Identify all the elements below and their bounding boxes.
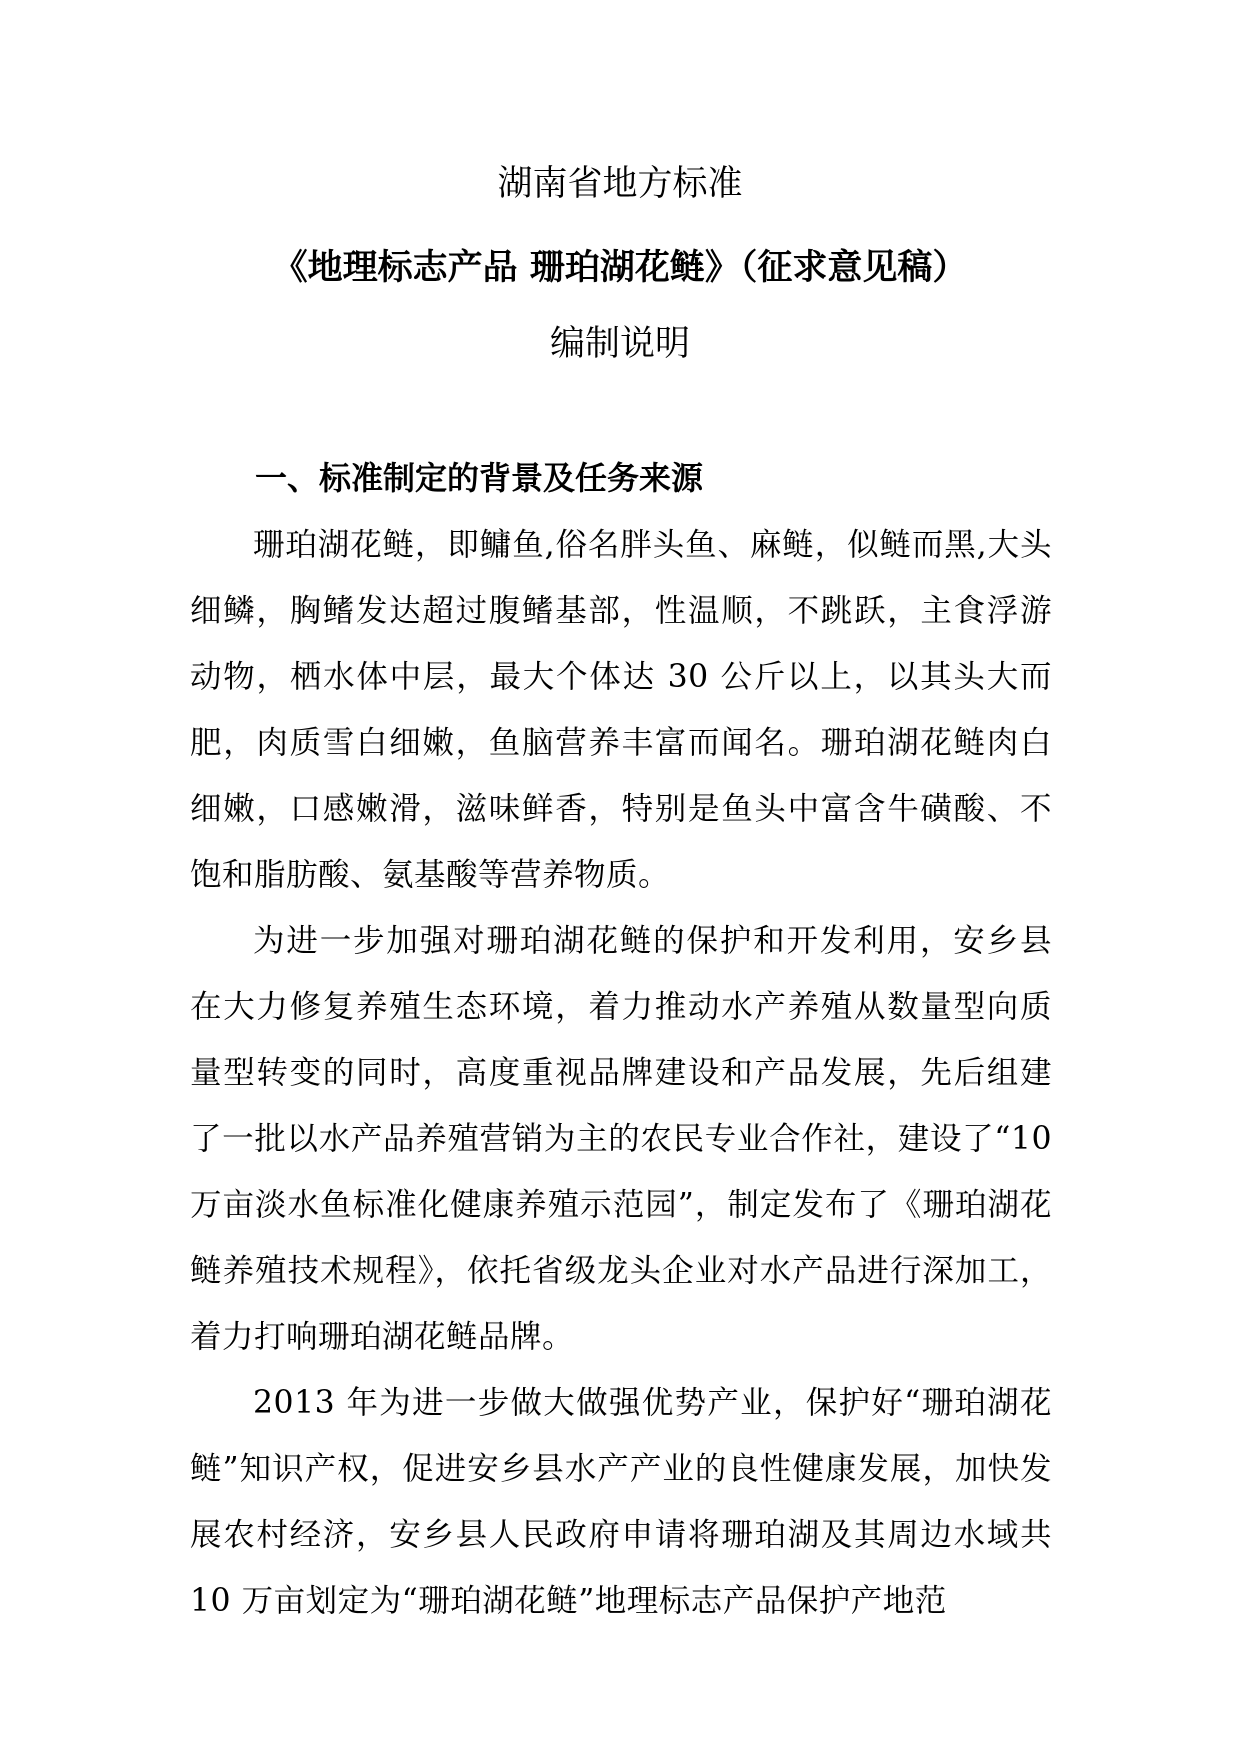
body-paragraph: 为进一步加强对珊珀湖花鲢的保护和开发利用，安乡县在大力修复养殖生态环境，着力推动水产养殖从数量型向质量型转变的同时，高度重视品牌建设和产品发展，先后组建了一批以水产品养殖营销为主的农民专业合作社，建设了“10 万亩淡水鱼标准化健康养殖示范园”，制定发布了《珊珀湖花鲢养殖技术规程》，依托省级龙头企业对水产品进行深加工，着力打响珊珀湖花鲢品牌。 — [190, 923, 1052, 1355]
document-title-line1: 湖南省地方标准 — [497, 164, 743, 204]
document-title-line2: 《地理标志产品 珊珀湖花鲢》（征求意见稿） — [272, 247, 968, 288]
document-title-line3: 编制说明 — [549, 324, 690, 364]
body-paragraph: 2013 年为进一步做大做强优势产业，保护好“珊珀湖花鲢”知识产权，促进安乡县水产产业的良性健康发展，加快发展农村经济，安乡县人民政府申请将珊珀湖及其周边水域共 10 万亩划定为“珊珀湖花鲢”地理标志产品保护产地范 — [190, 1385, 1052, 1619]
section-heading: 一、标准制定的背景及任务来源 — [255, 459, 704, 497]
body-paragraph: 珊珀湖花鲢，即鳙鱼,俗名胖头鱼、麻鲢，似鲢而黑,大头细鳞，胸鳍发达超过腹鳍基部，性温顺，不跳跃，主食浮游动物，栖水体中层，最大个体达 30 公斤以上，以其头大而肥，肉质雪白细嫩，鱼脑营养丰富而闻名。珊珀湖花鲢肉白细嫩，口感嫩滑，滋味鲜香，特别是鱼头中富含牛磺酸、不饱和脂肪酸、氨基酸等营养物质。 — [190, 527, 1052, 893]
